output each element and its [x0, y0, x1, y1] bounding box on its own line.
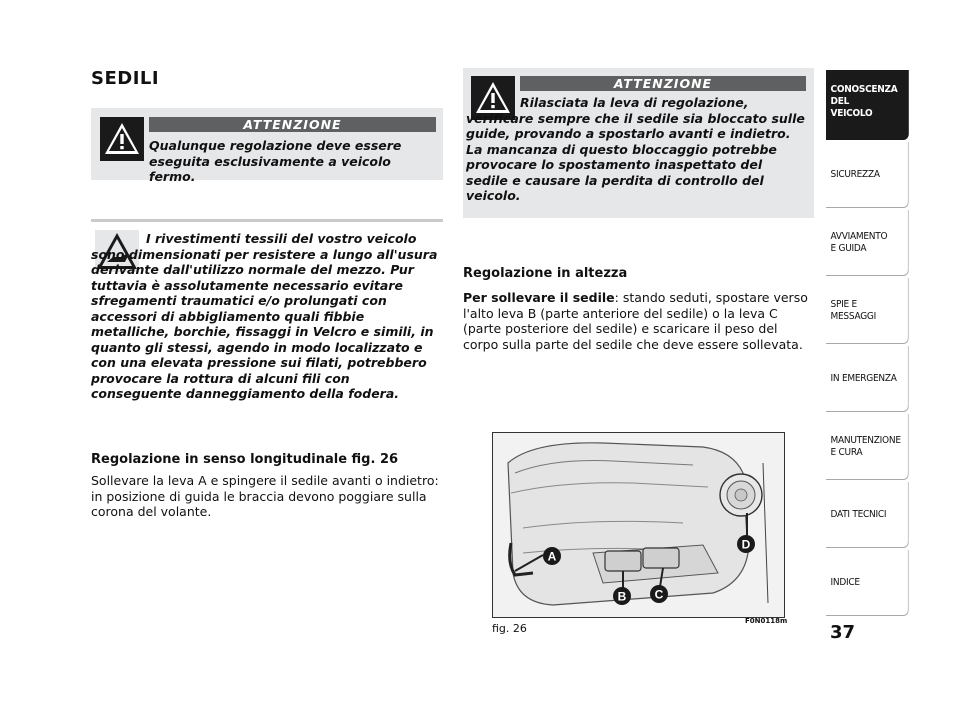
- height-heading: Regolazione in altezza: [463, 266, 628, 281]
- nav-label: CONOSCENZA DEL VEICOLO: [830, 84, 898, 119]
- label-a: [543, 547, 561, 565]
- nav-label: SPIE E MESSAGGI: [830, 298, 876, 322]
- svg-text:C: C: [654, 587, 664, 602]
- note-divider: [91, 219, 443, 222]
- warning-text: Rilasciata la leva di regolazione, verificare sempre che il sedile sia bloccato sulle guide, provando a spostarlo avanti e indietro. La mancanza di questo bloccaggio potrebbe provocare lo spostamento inaspettato del sedile e causare la perdita di controllo del veicolo.: [466, 95, 805, 203]
- warning-box-lever-release: [463, 68, 814, 218]
- svg-text:B: B: [617, 589, 627, 604]
- warning-text: Qualunque regolazione deve essere eseguita esclusivamente a veicolo fermo.: [149, 138, 402, 184]
- label-d: [737, 535, 755, 553]
- nav-item-spie[interactable]: [826, 278, 909, 344]
- height-text: [463, 290, 813, 352]
- nav-label: INDICE: [830, 576, 860, 588]
- nav-label: MANUTENZIONE E CURA: [830, 434, 901, 458]
- longitudinal-text: Sollevare la leva A e spingere il sedile avanti o indietro: in posizione di guida le braccia devono poggiare sulla corona del volante.: [91, 473, 439, 519]
- svg-text:D: D: [741, 537, 751, 552]
- page-number: 37: [830, 622, 856, 643]
- nav-label: SICUREZZA: [830, 168, 880, 180]
- section-title: SEDILI: [91, 68, 160, 89]
- longitudinal-heading: Regolazione in senso longitudinale fig. 26: [91, 452, 399, 467]
- height-body: : stando seduti, spostare verso l'alto leva B (parte anteriore del sedile) o la leva C (parte posteriore del sedile) e scaricare il peso del corpo sulla parte del sedile che deve essere sollevata.: [463, 290, 808, 352]
- nav-item-sicurezza[interactable]: [826, 142, 909, 208]
- figure-code: F0N0118m: [745, 617, 788, 625]
- nav-item-conoscenza[interactable]: [826, 70, 909, 140]
- warning-label: ATTENZIONE: [149, 117, 436, 132]
- seat-illustration: [492, 432, 785, 618]
- nav-item-indice[interactable]: [826, 550, 909, 616]
- warning-triangle-icon: [100, 117, 144, 161]
- label-b: [613, 587, 631, 605]
- warning-box-vehicle-stopped: [91, 108, 443, 184]
- label-c: [650, 585, 668, 603]
- height-lead: Per sollevare il sedile: [463, 290, 615, 305]
- nav-item-manutenzione[interactable]: [826, 414, 909, 480]
- nav-label: IN EMERGENZA: [830, 372, 897, 384]
- nav-item-dati-tecnici[interactable]: [826, 482, 909, 548]
- nav-label: DATI TECNICI: [830, 508, 887, 520]
- figure-caption: fig. 26: [492, 622, 527, 635]
- chapter-nav: [826, 70, 918, 618]
- warning-label: ATTENZIONE: [520, 76, 806, 91]
- nav-label: AVVIAMENTO E GUIDA: [830, 230, 888, 254]
- nav-item-avviamento[interactable]: [826, 210, 909, 276]
- svg-text:A: A: [547, 549, 557, 564]
- nav-item-emergenza[interactable]: [826, 346, 909, 412]
- note-text: I rivestimenti tessili del vostro veicolo sono dimensionati per resistere a lungo all'usura derivante dall'utilizzo normale del mezzo. Pur tuttavia è assolutamente necessario evitare sfregamenti traumatici e/o prolungati con accessori di abbigliamento quali fibbie metalliche, borchie, fissaggi in Velcro e simili, in quanto gli stessi, agendo in modo localizzato e con una elevata pressione sui filati, potrebbero provocare la rottura di alcuni fili con conseguente danneggiamento della fodera.: [91, 231, 438, 401]
